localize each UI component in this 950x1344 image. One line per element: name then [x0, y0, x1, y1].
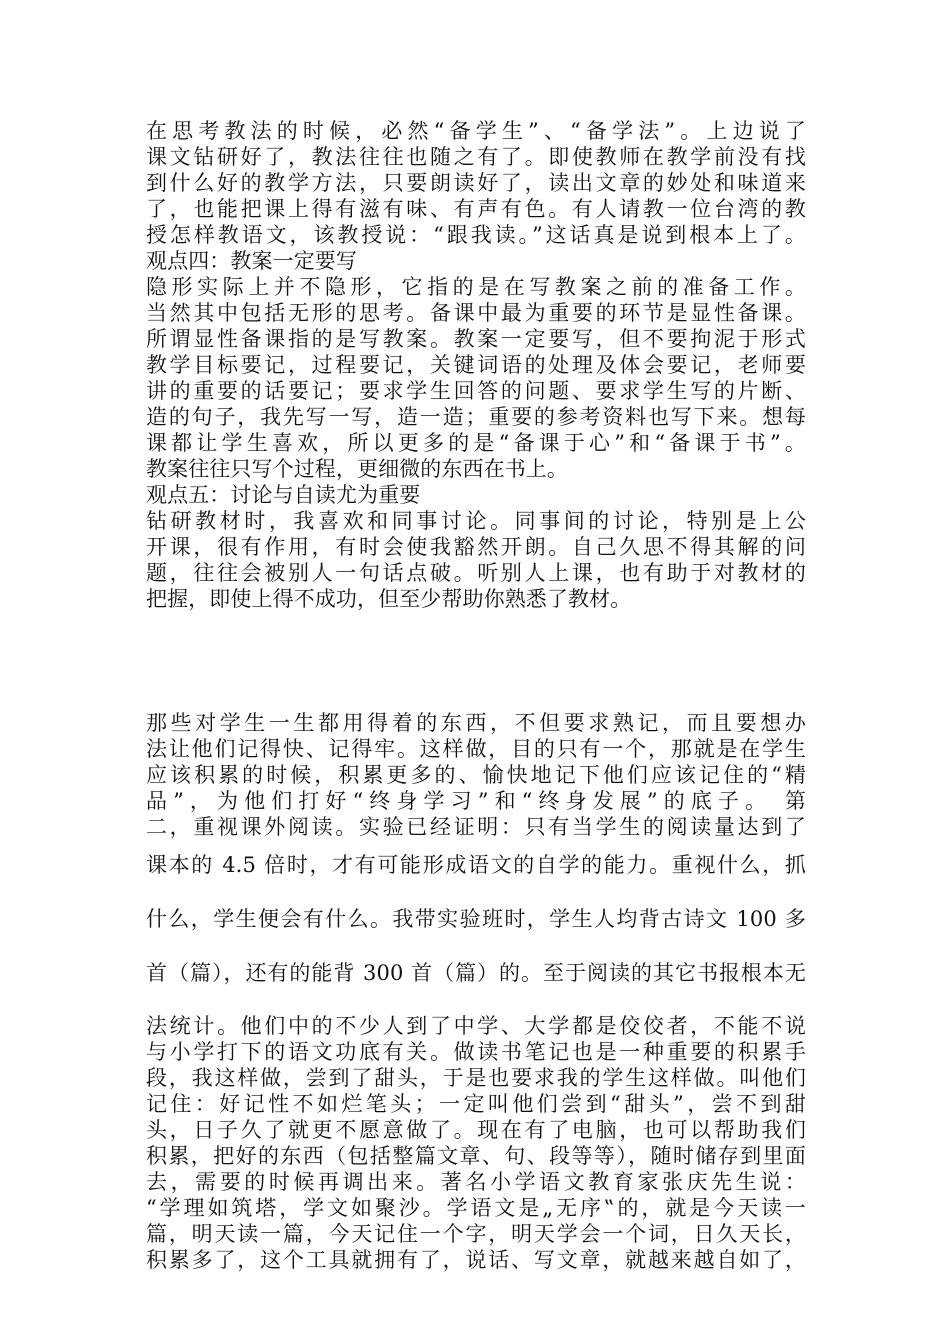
paragraph-line: 当然其中包括无形的思考。备课中最为重要的环节是显性备课。	[146, 301, 806, 325]
paragraph-line: 去，需要的时候再调出来。著名小学语文教育家张庆先生说：	[146, 1170, 806, 1194]
paragraph-line: 与小学打下的语文功底有关。做读书笔记也是一种重要的积累手	[146, 1040, 806, 1064]
paragraph-line: 所谓显性备课指的是写教案。教案一定要写，但不要拘泥于形式	[146, 327, 806, 351]
paragraph-line: 头，日子久了就更不愿意做了。现在有了电脑，也可以帮助我们	[146, 1118, 806, 1142]
paragraph-line: 篇，明天读一篇，今天记住一个字，明天学会一个词，日久天长，	[146, 1222, 806, 1246]
paragraph-line: 钻研教材时，我喜欢和同事讨论。同事间的讨论，特别是上公	[146, 509, 806, 533]
paragraph-line: 开课，很有作用，有时会使我豁然开朗。自己久思不得其解的问	[146, 535, 806, 559]
paragraph-line: 教学目标要记，过程要记，关键词语的处理及体会要记，老师要	[146, 353, 806, 377]
paragraph-line: 在思考教法的时候，必然“备学生”、“备学法”。上边说了	[146, 119, 806, 143]
paragraph-line: 题，往往会被别人一句话点破。听别人上课，也有助于对教材的	[146, 561, 806, 585]
section-heading: 观点五：讨论与自读尤为重要	[146, 483, 421, 507]
paragraph-line: 品”，为他们打好“终身学习”和“终身发展”的底子。 第	[146, 789, 806, 813]
paragraph-line: 授怎样教语文，该教授说：“跟我读。”这话真是说到根本上了。	[146, 223, 806, 247]
paragraph-line: 什么，学生便会有什么。我带实验班时，学生人均背古诗文 100 多	[146, 907, 806, 931]
paragraph-line: 了，也能把课上得有滋有味、有声有色。有人请教一位台湾的教	[146, 197, 806, 221]
paragraph-line: 段，我这样做，尝到了甜头，于是也要求我的学生这样做。叫他们	[146, 1066, 806, 1090]
paragraph-line: “学理如筑塔，学文如聚沙。学语文是„无序‟的，就是今天读一	[146, 1196, 806, 1220]
paragraph-line: 课本的 4.5 倍时，才有可能形成语文的自学的能力。重视什么，抓	[146, 853, 806, 877]
paragraph-line: 记住：好记性不如烂笔头；一定叫他们尝到“甜头”，尝不到甜	[146, 1092, 806, 1116]
paragraph-line: 二，重视课外阅读。实验已经证明：只有当学生的阅读量达到了	[146, 815, 806, 839]
paragraph-line: 讲的重要的话要记；要求学生回答的问题、要求学生写的片断、	[146, 379, 806, 403]
paragraph-line: 隐形实际上并不隐形，它指的是在写教案之前的准备工作。	[146, 275, 806, 299]
section-heading: 观点四：教案一定要写	[146, 249, 357, 273]
paragraph-line: 到什么好的教学方法，只要朗读好了，读出文章的妙处和味道来	[146, 171, 806, 195]
paragraph-line: 法让他们记得快、记得牢。这样做，目的只有一个，那就是在学生	[146, 737, 806, 761]
paragraph-line: 积累，把好的东西（包括整篇文章、句、段等等），随时储存到里面	[146, 1144, 806, 1168]
paragraph-line: 课都让学生喜欢，所以更多的是“备课于心”和“备课于书”。	[146, 431, 806, 455]
paragraph-line: 积累多了，这个工具就拥有了，说话、写文章，就越来越自如了，	[146, 1248, 806, 1272]
paragraph-line: 课文钻研好了，教法往往也随之有了。即使教师在教学前没有找	[146, 145, 806, 169]
paragraph-line: 造的句子，我先写一写，造一造；重要的参考资料也写下来。想每	[146, 405, 806, 429]
paragraph-line: 首（篇），还有的能背 300 首（篇）的。至于阅读的其它书报根本无	[146, 961, 806, 985]
paragraph-line: 教案往往只写个过程，更细微的东西在书上。	[146, 457, 568, 481]
paragraph-line: 应该积累的时候，积累更多的、愉快地记下他们应该记住的“精	[146, 763, 806, 787]
paragraph-line: 那些对学生一生都用得着的东西，不但要求熟记，而且要想办	[146, 711, 806, 735]
paragraph-line: 法统计。他们中的不少人到了中学、大学都是佼佼者，不能不说	[146, 1014, 806, 1038]
paragraph-line: 把握，即使上得不成功，但至少帮助你熟悉了教材。	[146, 587, 632, 611]
